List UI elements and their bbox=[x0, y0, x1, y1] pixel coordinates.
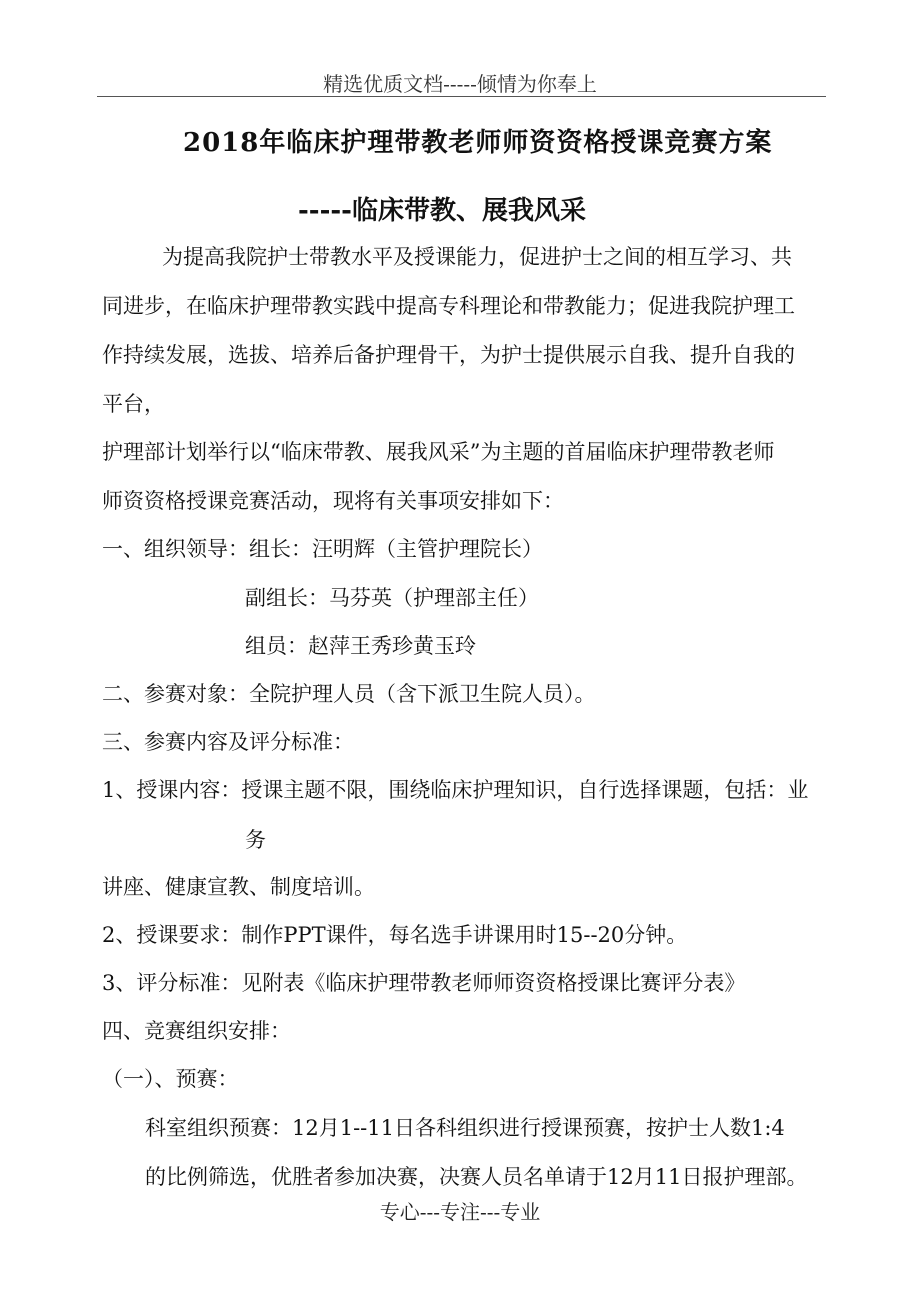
header-divider bbox=[97, 96, 826, 97]
intro-line-3: 作持续发展，选拔、培养后备护理骨干，为护士提供展示自我、提升自我的 bbox=[102, 343, 795, 367]
plan-line-2: 师资资格授课竞赛活动，现将有关事项安排如下： bbox=[102, 489, 564, 513]
section4-sub1-heading: （一）、预赛： bbox=[102, 1067, 239, 1091]
section4-sub1-line-1: 科室组织预赛：12月1--11日各科组织进行授课预赛，按护士人数1:4 bbox=[145, 1116, 785, 1140]
section3-item1-line-1: 1、授课内容：授课主题不限，围绕临床护理知识，自行选择课题，包括：业 bbox=[102, 778, 809, 802]
page-header: 精选优质文档-----倾情为你奉上 bbox=[323, 72, 597, 96]
intro-line-1: 为提高我院护士带教水平及授课能力，促进护士之间的相互学习、共 bbox=[162, 245, 792, 269]
section3-item1-line-2: 务 bbox=[245, 828, 266, 852]
section3-item2: 2、授课要求：制作PPT课件，每名选手讲课用时15--20分钟。 bbox=[102, 923, 688, 947]
intro-line-4: 平台， bbox=[102, 392, 165, 416]
section3-heading: 三、参赛内容及评分标准： bbox=[102, 730, 354, 754]
document-title: 2018年临床护理带教老师师资资格授课竞赛方案 bbox=[183, 128, 773, 158]
section4-heading: 四、竞赛组织安排： bbox=[102, 1019, 291, 1043]
intro-line-2: 同进步，在临床护理带教实践中提高专科理论和带教能力；促进我院护理工 bbox=[102, 294, 795, 318]
section3-item3: 3、评分标准：见附表《临床护理带教老师师资资格授课比赛评分表》 bbox=[102, 971, 746, 995]
section1-heading: 一、组织领导：组长：汪明辉（主管护理院长） bbox=[102, 537, 543, 561]
section1-vice-leader: 副组长：马芬英（护理部主任） bbox=[245, 586, 539, 610]
section3-item1-line-3: 讲座、健康宣教、制度培训。 bbox=[102, 875, 375, 899]
section4-sub1-line-2: 的比例筛选，优胜者参加决赛，决赛人员名单请于12月11日报护理部。 bbox=[145, 1165, 808, 1189]
document-subtitle: -----临床带教、展我风采 bbox=[298, 196, 586, 226]
section2-heading: 二、参赛对象：全院护理人员（含下派卫生院人员）。 bbox=[102, 682, 596, 706]
section1-members: 组员：赵萍王秀珍黄玉玲 bbox=[245, 634, 476, 658]
page-footer: 专心---专注---专业 bbox=[379, 1200, 541, 1224]
plan-line-1: 护理部计划举行以“临床带教、展我风采”为主题的首届临床护理带教老师 bbox=[102, 440, 775, 464]
